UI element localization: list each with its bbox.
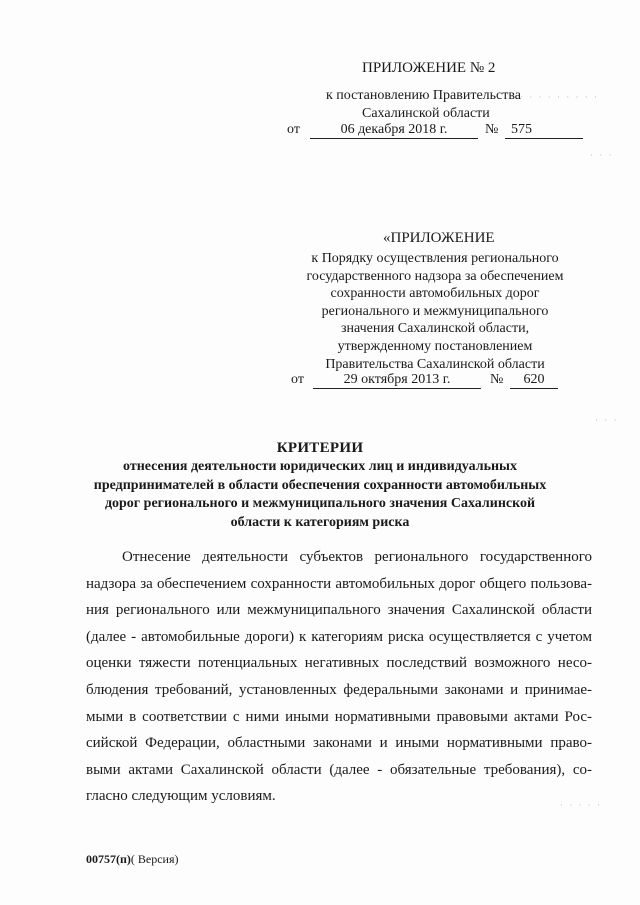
previous-appendix-line: государственного надзора за обеспечением: [306, 268, 564, 284]
body-line: оценки тяжести потенциальных негативных последствий возможного несо-: [86, 655, 592, 672]
scan-artifact: · · · · · · · · ·: [520, 92, 599, 102]
previous-appendix-title: «ПРИЛОЖЕНИЕ: [383, 230, 495, 246]
resolution-date: 06 декабря 2018 г.: [310, 122, 478, 139]
criteria-subtitle-line: предпринимателей в области обеспечения сохранности автомобильных: [93, 477, 547, 493]
previous-resolution-date-row: [0, 372, 640, 392]
previous-appendix-line: Правительства Сахалинской области: [325, 356, 545, 372]
resolution-number: 575: [505, 122, 583, 139]
previous-appendix-line: значения Сахалинской области,: [340, 321, 530, 337]
document-footer-code: [86, 852, 179, 867]
previous-resolution-date: 29 октября 2013 г.: [313, 372, 481, 389]
previous-appendix-line: регионального и межмуниципального: [321, 303, 549, 319]
number-prefix: №: [485, 122, 499, 137]
date-prefix: от: [291, 372, 304, 387]
body-line: блюдения требований, установленных федеральными законами и принимае-: [86, 681, 592, 698]
body-line: надзора за обеспечением сохранности автомобильных дорог общего пользова-: [86, 575, 592, 592]
previous-appendix-line: утвержденному постановлением: [337, 338, 533, 354]
resolution-reference-line2: Сахалинской области: [362, 106, 490, 121]
scan-artifact: · · ·: [590, 150, 614, 160]
body-line: Отнесение деятельности субъектов регионального государственного: [122, 549, 592, 565]
criteria-subtitle-line: дорог регионального и межмуниципального значения Сахалинской: [104, 496, 536, 511]
criteria-subtitle-line: отнесения деятельности юридических лиц и индивидуальных: [123, 459, 517, 474]
resolution-reference-line1: к постановлению Правительства: [326, 88, 522, 103]
date-prefix: от: [287, 122, 300, 137]
criteria-subtitle: [80, 458, 560, 532]
body-line: мыми в соответствии с ними иными нормативными правовыми актами Рос-: [86, 708, 592, 725]
scan-artifact: · · ·: [595, 415, 619, 425]
criteria-title: КРИТЕРИИ: [276, 440, 364, 456]
body-line: выми актами Сахалинской области (далее - обязательные требования), со-: [86, 761, 592, 778]
scan-artifact: · · · · ·: [560, 800, 602, 810]
previous-resolution-number: 620: [510, 372, 558, 389]
body-paragraph: [86, 544, 592, 810]
footer-code: 00757(п): [86, 852, 131, 866]
body-line: гласно следующим условиям.: [86, 788, 276, 805]
number-prefix: №: [490, 372, 504, 387]
body-line: ния регионального или межмуниципального значения Сахалинской области: [86, 602, 592, 619]
appendix-title: ПРИЛОЖЕНИЕ № 2: [362, 60, 496, 76]
previous-appendix-text: [280, 250, 590, 373]
previous-appendix-line: к Порядку осуществления регионального: [311, 251, 559, 266]
footer-version: ( Версия): [130, 852, 179, 866]
previous-appendix-line: сохранности автомобильных дорог: [330, 286, 540, 302]
criteria-subtitle-line: области к категориям риска: [230, 514, 410, 530]
body-line: (далее - автомобильные дороги) к категориям риска осуществляется с учетом: [86, 628, 592, 645]
body-line: сийской Федерации, областными законами и иными нормативными право-: [86, 735, 592, 752]
resolution-date-row: [0, 122, 640, 142]
